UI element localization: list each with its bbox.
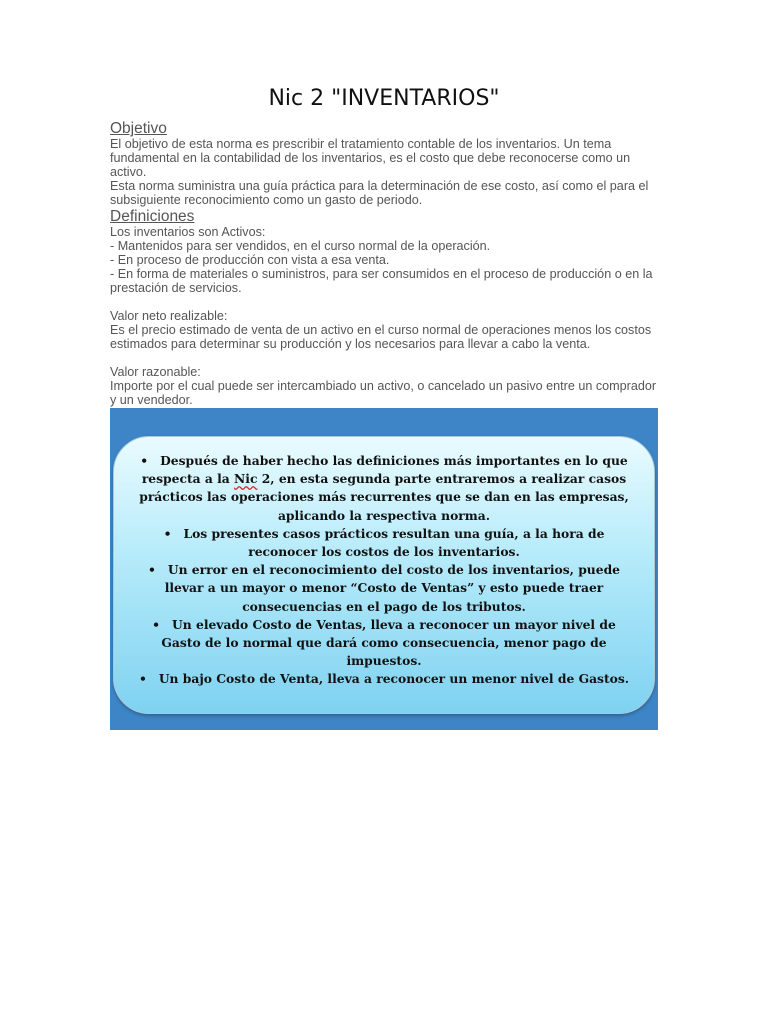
objetivo-paragraph-1: El objetivo de esta norma es prescribir el tratamiento contable de los inventarios. Un tema fundamental en la contabilidad de los inventarios, es el costo que debe reconocerse como un activo. bbox=[110, 137, 631, 179]
vnr-text: Es el precio estimado de venta de un activo en el curso normal de operaciones menos los costos estimados para determinar su producción y los necesarios para llevar a cabo la venta. bbox=[110, 323, 652, 351]
summary-item bbox=[136, 452, 632, 525]
objetivo-paragraph-2: Esta norma suministra una guía práctica para la determinación de ese costo, así como el para el subsiguiente reconocimiento como un gasto de periodo. bbox=[110, 179, 649, 207]
document-title: Nic 2 "INVENTARIOS" bbox=[268, 86, 500, 111]
spellcheck-word: Nic bbox=[234, 471, 258, 487]
summary-list bbox=[114, 437, 654, 689]
definiciones-item: - En proceso de producción con vista a esa venta. bbox=[110, 253, 390, 267]
summary-item: • Un bajo Costo de Venta, lleva a reconocer un menor nivel de Gastos. bbox=[136, 670, 632, 688]
summary-item-text-pre: Después de haber hecho las definiciones más importantes en lo que respecta a la bbox=[141, 453, 628, 487]
summary-card bbox=[113, 436, 655, 714]
blank-line bbox=[110, 295, 658, 309]
vr-label: Valor razonable: bbox=[110, 365, 201, 379]
vnr-label: Valor neto realizable: bbox=[110, 309, 228, 323]
definiciones-heading: Definiciones bbox=[110, 208, 195, 225]
definiciones-item: - En forma de materiales o suministros, para ser consumidos en el proceso de producción o en la prestación de servicios. bbox=[110, 267, 653, 295]
objetivo-heading: Objetivo bbox=[110, 120, 167, 137]
summary-item: • Un error en el reconocimiento del costo de los inventarios, puede llevar a un mayor o menor “Costo de Ventas” y esto puede traer consecuencias en el pago de los tributos. bbox=[136, 561, 632, 616]
summary-item-text-post: 2, en esta segunda parte entraremos a realizar casos prácticos las operaciones más recurrentes que se dan en las empresas, aplicando la respectiva norma. bbox=[139, 471, 629, 523]
document-body bbox=[110, 120, 658, 407]
summary-item: • Un elevado Costo de Ventas, lleva a reconocer un mayor nivel de Gasto de lo normal que dará como consecuencia, menor pago de impuestos. bbox=[136, 616, 632, 671]
definiciones-item: - Mantenidos para ser vendidos, en el curso normal de la operación. bbox=[110, 239, 491, 253]
vr-text: Importe por el cual puede ser intercambiado un activo, o cancelado un pasivo entre un comprador y un vendedor. bbox=[110, 379, 657, 407]
blank-line bbox=[110, 351, 658, 365]
definiciones-intro: Los inventarios son Activos: bbox=[110, 225, 266, 239]
summary-item: • Los presentes casos prácticos resultan una guía, a la hora de reconocer los costos de los inventarios. bbox=[136, 525, 632, 561]
